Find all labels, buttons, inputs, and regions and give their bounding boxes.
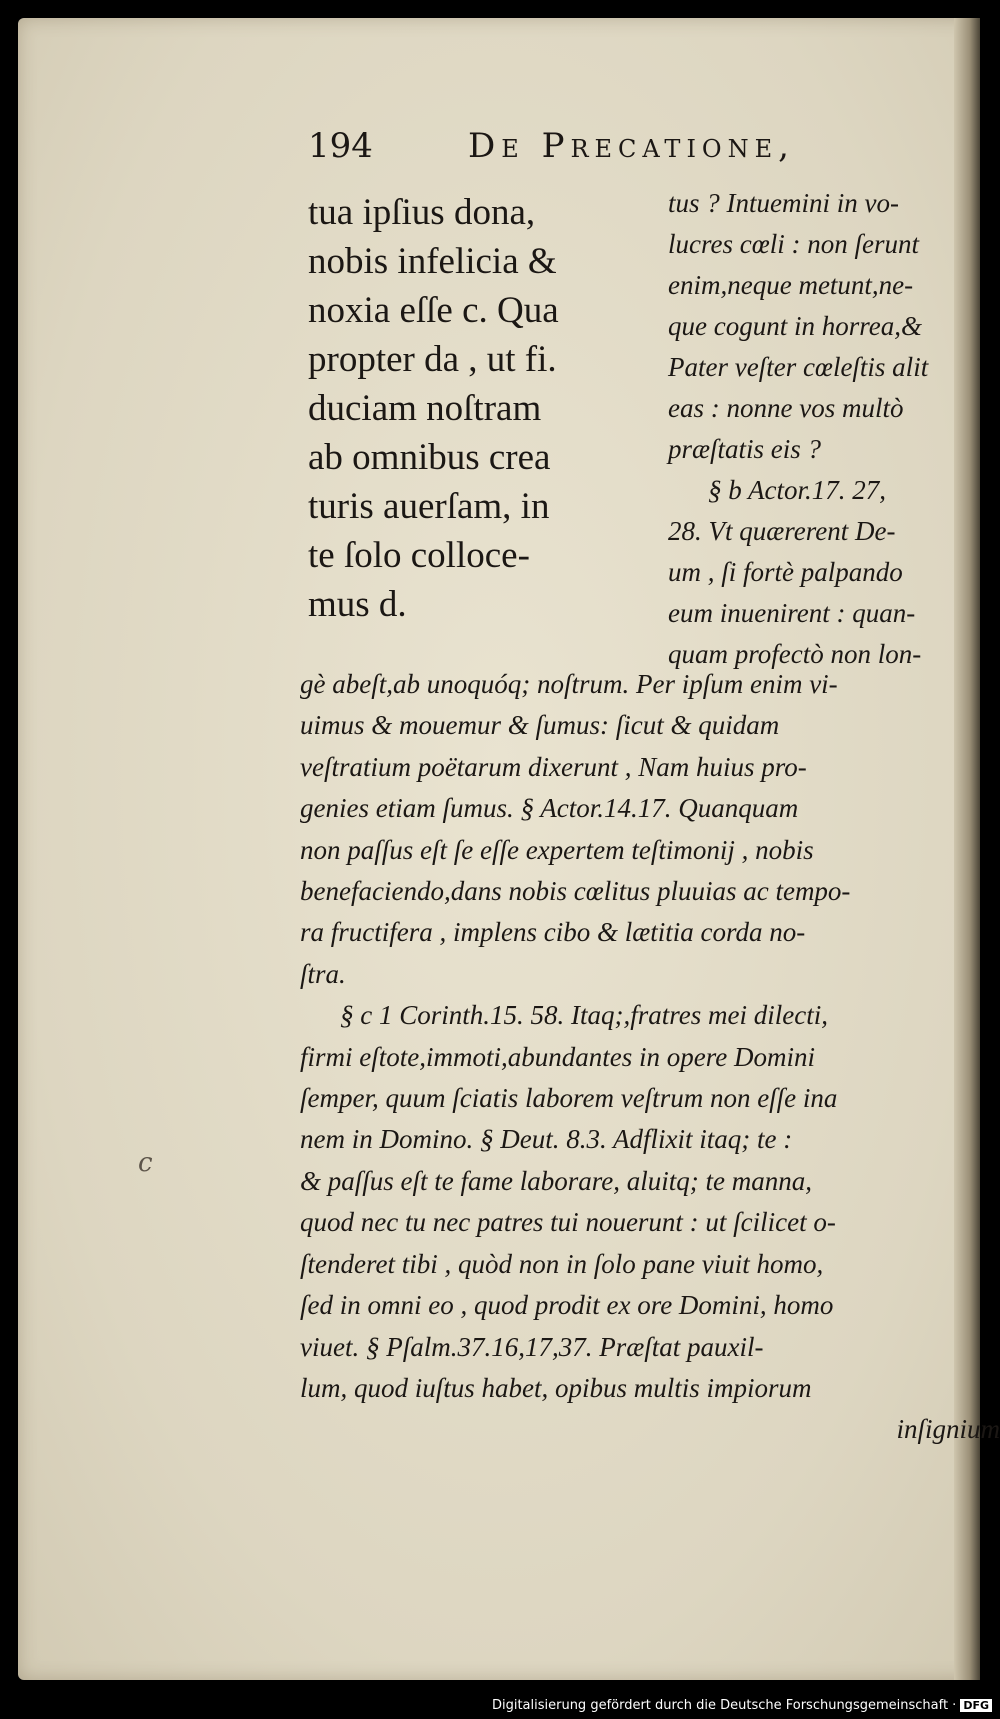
main-line: turis auerſam, in bbox=[308, 486, 550, 527]
footnote-line: quod nec tu nec patres tui nouerunt : ut ſcilicet o‑ bbox=[300, 1207, 836, 1238]
side-note-column bbox=[668, 183, 998, 675]
footnote-line: lum, quod iuſtus habet, opibus multis impiorum bbox=[300, 1372, 812, 1403]
footnote-line: gè abeſt,ab unoquóq; noſtrum. Per ipſum enim vi‑ bbox=[300, 669, 838, 699]
footnote-line: nem in Domino. § Deut. 8.3. Adflixit itaq; te : bbox=[300, 1124, 793, 1155]
footnote-block bbox=[300, 664, 1000, 1451]
main-line: ab omnibus crea bbox=[308, 437, 551, 478]
note-line: lucres cœli : non ſerunt bbox=[668, 229, 919, 259]
main-line: mus d. bbox=[308, 584, 407, 625]
note-line: enim,neque metunt,ne‑ bbox=[668, 270, 914, 300]
catchword: inſignium bbox=[896, 1414, 1000, 1445]
main-line: propter da , ut fi. bbox=[308, 339, 557, 380]
main-line: te ſolo colloce- bbox=[308, 535, 530, 576]
footnote-line: ſed in omni eo , quod prodit ex ore Domini, homo bbox=[300, 1290, 834, 1321]
digitization-footer bbox=[492, 1698, 992, 1713]
note-line: que cogunt in horrea,& bbox=[668, 311, 922, 341]
note-line: tus ? Intuemini in vo‑ bbox=[668, 188, 899, 218]
dfg-logo-badge: DFG bbox=[960, 1699, 992, 1712]
footnote-line: uimus & mouemur & ſumus: ſicut & quidam bbox=[300, 710, 780, 741]
main-line: nobis infelicia & bbox=[308, 241, 557, 282]
footnote-line: ra fructifera , implens cibo & lætitia corda no‑ bbox=[300, 917, 806, 948]
note-line: Pater veſter cœleſtis alit bbox=[668, 352, 929, 382]
page-number: 194 bbox=[308, 126, 373, 166]
footnote-line: non paſſus eſt ſe eſſe expertem teſtimonij , nobis bbox=[300, 834, 814, 865]
main-text-column bbox=[308, 188, 638, 629]
note-line: um , ſi fortè palpando bbox=[668, 557, 903, 587]
main-line: duciam noſtram bbox=[308, 388, 542, 429]
margin-mark: c bbox=[138, 1148, 153, 1178]
footnote-line: veſtratium poëtarum dixerunt , Nam huius pro‑ bbox=[300, 751, 807, 782]
footnote-line: viuet. § Pſalm.37.16,17,37. Præſtat pauxil‑ bbox=[300, 1331, 764, 1362]
footnote-line: ſtenderet tibi , quòd non in ſolo pane viuit homo, bbox=[300, 1248, 824, 1279]
book-page bbox=[18, 18, 1000, 1680]
note-line: quam profectò non lon‑ bbox=[668, 639, 922, 669]
running-title: De Precatione, bbox=[468, 126, 795, 166]
footnote-line: firmi eſtote,immoti,abundantes in opere Domini bbox=[300, 1041, 815, 1072]
footnote-line: & paſſus eſt te fame laborare, aluitq; te manna, bbox=[300, 1165, 812, 1196]
note-line: 28. Vt quærerent De‑ bbox=[668, 516, 896, 546]
footnote-line: ſtra. bbox=[300, 958, 346, 989]
note-line: eum inuenirent : quan‑ bbox=[668, 598, 916, 628]
running-head bbox=[308, 126, 908, 166]
footnote-line: ſemper, quum ſciatis laborem veſtrum non eſſe ina bbox=[300, 1083, 838, 1114]
note-line: eas : nonne vos multò bbox=[668, 393, 904, 423]
note-line: præſtatis eis ? bbox=[668, 434, 822, 464]
main-line: noxia eſſe c. Qua bbox=[308, 290, 559, 331]
footnote-line: genies etiam ſumus. § Actor.14.17. Quanquam bbox=[300, 793, 799, 824]
footnote-line: benefaciendo,dans nobis cœlitus pluuias ac tempo‑ bbox=[300, 876, 851, 907]
footer-text: Digitalisierung gefördert durch die Deutsche Forschungsgemeinschaft · bbox=[491, 1698, 957, 1713]
footnote-line: § c 1 Corinth.15. 58. Itaq;,fratres mei dilecti, bbox=[340, 1000, 828, 1031]
main-line: tua ipſius dona, bbox=[308, 192, 536, 233]
note-line: § b Actor.17. 27, bbox=[708, 475, 887, 505]
